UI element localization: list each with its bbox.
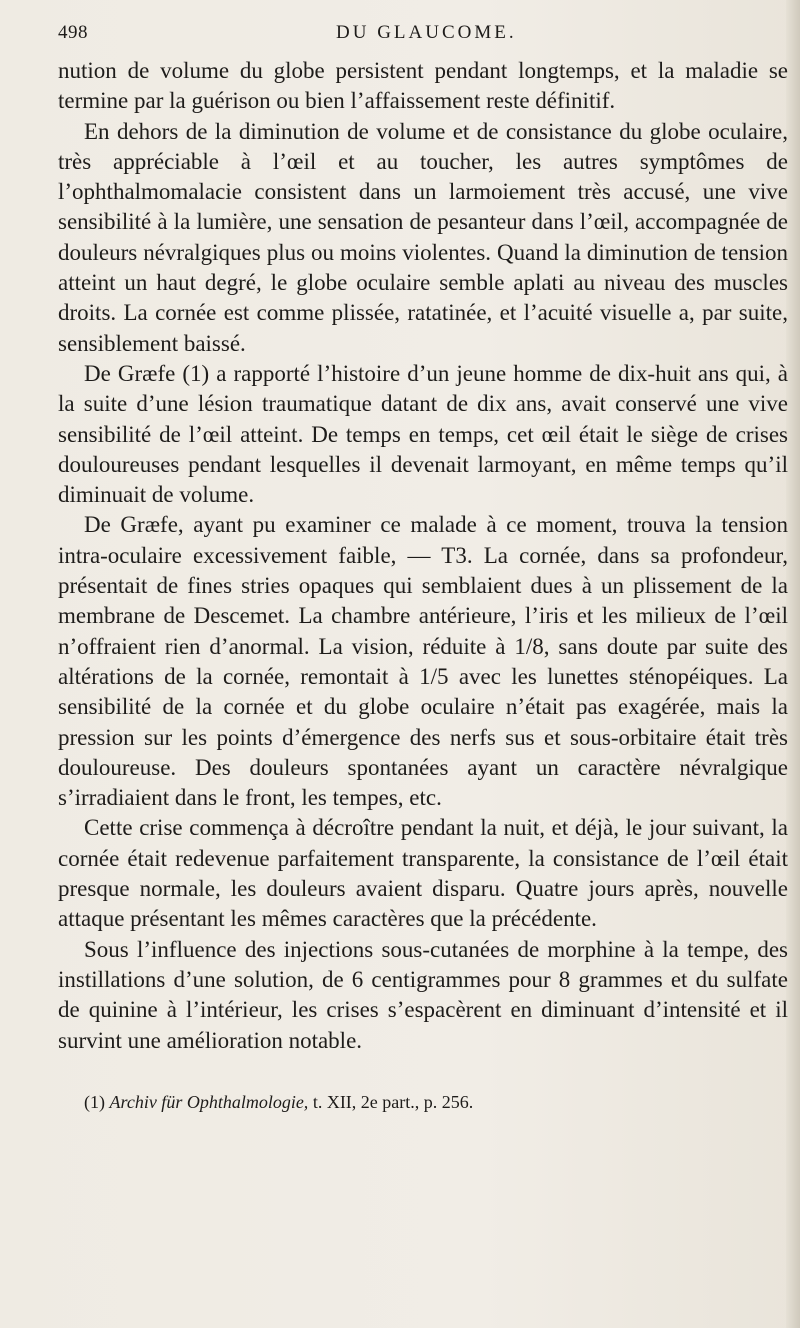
page-number: 498 — [58, 22, 88, 43]
paragraph-continued: nution de volume du globe persistent pendant longtemps, et la maladie se termine par la guérison ou bien l’affaissement reste définitif. — [58, 58, 788, 114]
paragraph: De Græfe, ayant pu examiner ce malade à ce moment, trouva la tension intra-oculaire excessivement faible, — T3. La cornée, dans sa profondeur, présentait de fines stries opaques qui semblaient dues à un plissement de la membrane de Descemet. La chambre antérieure, l’iris et les milieux de l’œil n’offraient rien d’anormal. La vision, réduite à 1/8, sans doute par suite des altérations de la cornée, remontait à 1/5 avec les lunettes sténopéiques. La sensibilité de la cornée et du globe oculaire n’était pas exagérée, mais la pression sur les points d’émergence des nerfs sus et sous-orbitaire était très douloureuse. Des douleurs spontanées ayant un caractère névralgique s’irradiaient dans le front, les tempes, etc. — [58, 512, 788, 811]
body-text — [58, 56, 788, 1056]
paragraph: Sous l’influence des injections sous-cutanées de morphine à la tempe, des instillations d’une solution, de 6 centigrammes pour 8 grammes et du sulfate de quinine à l’intérieur, les crises s’espacèrent en diminuant d’intensité et il survint une amélioration notable. — [58, 936, 788, 1053]
paragraph: En dehors de la diminution de volume et de consistance du globe oculaire, très appréciable à l’œil et au toucher, les autres symptômes de l’ophthalmomalacie consistent dans un larmoiement très accusé, une vive sensibilité à la lumière, une sensation de pesanteur dans l’œil, accompagnée de douleurs névralgiques plus ou moins violentes. Quand la diminution de tension atteint un haut degré, le globe oculaire semble aplati au niveau des muscles droits. La cornée est comme plissée, ratatinée, et l’acuité visuelle a, par suite, sensiblement baissé. — [58, 118, 788, 356]
footnote — [84, 1091, 784, 1113]
footnote-source: Archiv für Ophthalmologie, — [109, 1092, 309, 1112]
footnote-reference: t. XII, 2e part., p. 256. — [312, 1092, 474, 1112]
running-header — [58, 22, 658, 52]
footnote-marker: (1) — [84, 1092, 105, 1112]
paragraph: De Græfe (1) a rapporté l’histoire d’un jeune homme de dix-huit ans qui, à la suite d’une lésion traumatique datant de dix ans, avait conservé une vive sensibilité de l’œil atteint. De temps en temps, cet œil était le siège de crises douloureuses pendant lesquelles il devenait larmoyant, en même temps qu’il diminuait de volume. — [58, 360, 788, 508]
page-edge — [786, 0, 800, 1328]
paragraph: Cette crise commença à décroître pendant la nuit, et déjà, le jour suivant, la cornée était redevenue parfaitement transparente, la consistance de l’œil était presque normale, les douleurs avaient disparu. Quatre jours après, nouvelle attaque présentant les mêmes caractères que la précédente. — [58, 815, 788, 932]
running-title: DU GLAUCOME. — [336, 22, 517, 43]
